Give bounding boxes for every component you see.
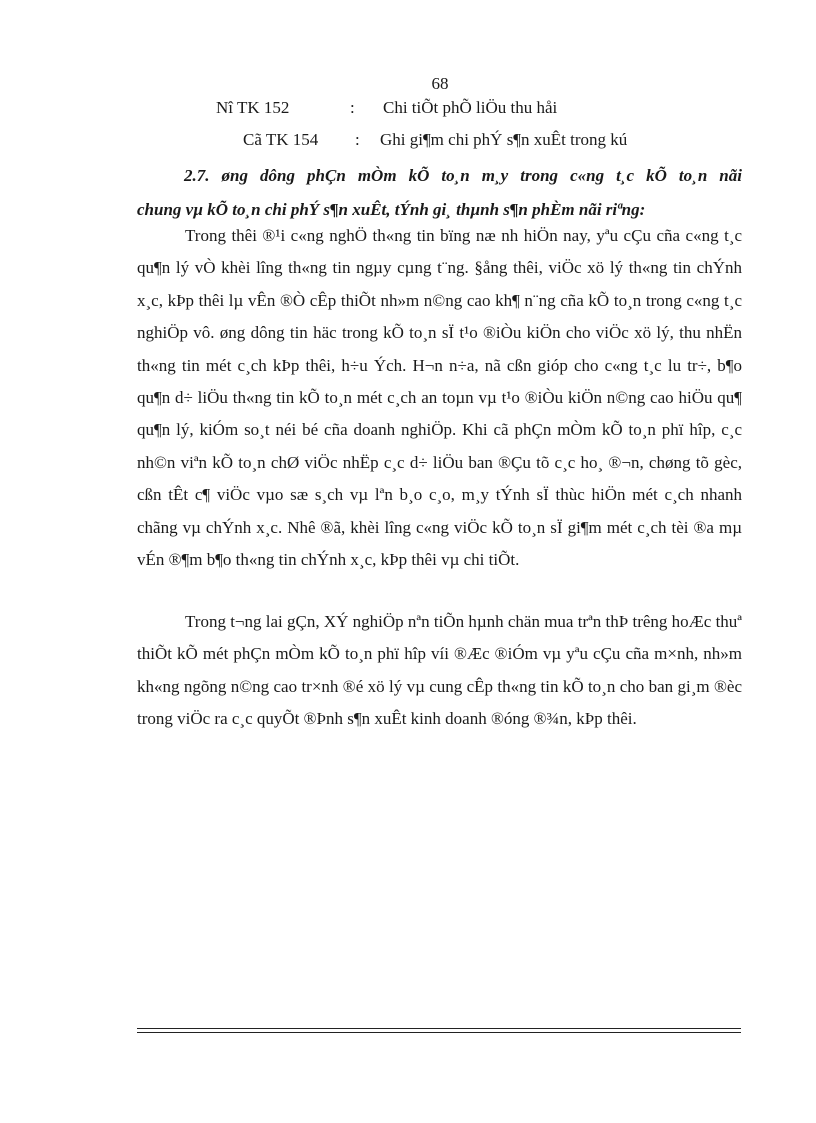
body-paragraph: Trong thêi ®¹i c«ng nghÖ th«ng tin bïng næ nh hiÖn nay, yªu cÇu cña c«ng t¸c qu¶n lý vÒ khèi lîng th«ng tin ngµy cµng t¨ng. §ång thêi, viÖc xö lý th«ng tin chÝnh x¸c, kÞp thêi lµ vÊn ®Ò cÊp thiÕt nh»m n©ng cao kh¶ n¨ng cña kÕ to¸n trong c«ng t¸c nghiÖp vô. øng dông tin häc trong kÕ to¸n sÏ t¹o ®iÒu kiÖn cho viÖc xö lý, thu nhËn th«ng tin mét c¸ch kÞp thêi, h÷u Ých. H¬n n÷a, nã cßn gióp cho c«ng t¸c lu tr÷, b¶o qu¶n d÷ liÖu th«ng tin kÕ to¸n mét c¸ch an toµn vµ t¹o ®iÒu kiÖn n©ng cao hiÖu qu¶ qu¶n lý, kiÓm so¸t néi bé cña doanh nghiÖp. Khi cã phÇn mÒm kÕ to¸n phï hîp, c¸c nh©n viªn kÕ to¸n chØ viÖc nhËp c¸c d÷ liÖu ban ®Çu tõ c¸c ho¸ ®¬n, chøng tõ gèc, cßn tÊt c¶ viÖc vµo sæ s¸ch vµ lªn b¸o c¸o, m¸y tÝnh sÏ thùc hiÖn mét c¸ch nhanh chãng vµ chÝnh x¸c. Nhê ®ã, khèi lîng c«ng viÖc kÕ to¸n sÏ gi¶m mét c¸ch tèi ®a mµ vÉn ®¶m b¶o th«ng tin chÝnh x¸c, kÞp thêi vµ chi tiÕt. (137, 226, 742, 570)
entry-colon: : (350, 98, 355, 117)
debit-account: Nî TK 152 (216, 98, 290, 117)
body-paragraph: Trong t¬ng lai gÇn, XÝ nghiÖp nªn tiÕn hµnh chän mua trªn thÞ trêng hoÆc thuª thiÕt kÕ mét phÇn mÒm kÕ to¸n phï hîp víi ®Æc ®iÓm vµ yªu cÇu cña m×nh, nh»m kh«ng ngõng n©ng cao tr×nh ®é xö lý vµ cung cÊp th«ng tin kÕ to¸n cho ban gi¸m ®èc trong viÖc ra c¸c quyÕt ®Þnh s¶n xuÊt kinh doanh ®óng ®¾n, kÞp thêi. (137, 612, 742, 729)
credit-description: Ghi gi¶m chi phÝ s¶n xuÊt trong kú (380, 130, 628, 149)
section-heading-line-2: chung vµ kÕ to¸n chi phÝ s¶n xuÊt, tÝnh gi¸ thµnh s¶n phÈm nãi riªng: (137, 200, 646, 219)
debit-description: Chi tiÕt phÕ liÖu thu håi (383, 98, 558, 117)
page-number: 68 (431, 74, 449, 93)
section-heading-line-1: 2.7. øng dông phÇn mÒm kÕ to¸n m¸y trong c«ng t¸c kÕ to¸n nãi (184, 166, 742, 185)
journal-entry-credit (243, 130, 627, 150)
journal-entry-debit (216, 98, 557, 118)
footer-double-rule (137, 1028, 741, 1033)
entry-colon: : (355, 130, 360, 149)
credit-account: Cã TK 154 (243, 130, 319, 149)
